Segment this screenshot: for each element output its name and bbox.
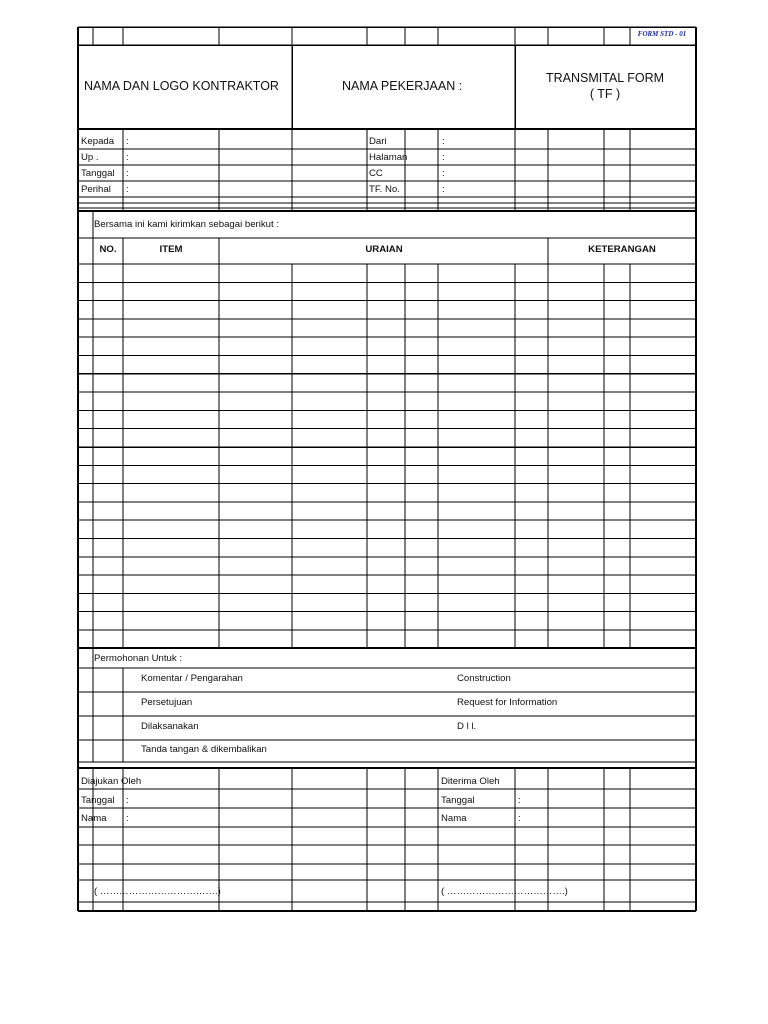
- form-code-label: FORM STD - 01: [637, 30, 687, 38]
- label-tanggal-left: Tanggal: [81, 795, 115, 806]
- colon-halaman: :: [442, 152, 445, 163]
- contractor-name-logo: NAMA DAN LOGO KONTRAKTOR: [84, 79, 279, 93]
- label-tf-no: TF. No.: [369, 184, 400, 195]
- project-name-label: NAMA PEKERJAAN :: [342, 79, 463, 93]
- header-no: NO.: [99, 244, 117, 255]
- request-construction: Construction: [457, 673, 511, 684]
- label-diterima-oleh: Diterima Oleh: [441, 776, 500, 787]
- label-up: Up .: [81, 152, 99, 163]
- request-title: Permohonan Untuk :: [94, 653, 182, 664]
- request-dll: D l l.: [457, 721, 477, 732]
- label-tanggal-right: Tanggal: [441, 795, 475, 806]
- colon-tanggal-left: :: [126, 795, 129, 806]
- header-item: ITEM: [159, 244, 183, 255]
- colon-dari: :: [442, 136, 445, 147]
- signature-right: ( ……………………………….): [441, 886, 568, 897]
- request-rfi: Request for Information: [457, 697, 558, 708]
- request-komentar: Komentar / Pengarahan: [141, 673, 243, 684]
- request-persetujuan: Persetujuan: [141, 697, 193, 708]
- colon-tf-no: :: [442, 184, 445, 195]
- colon-tanggal: :: [126, 168, 129, 179]
- header-uraian: URAIAN: [365, 244, 403, 255]
- label-nama-right: Nama: [441, 813, 467, 824]
- label-perihal: Perihal: [81, 184, 111, 195]
- form-title-line-2: ( TF ): [589, 87, 621, 101]
- label-cc: CC: [369, 168, 383, 179]
- label-nama-left: Nama: [81, 813, 107, 824]
- label-diajukan-oleh: Diajukan Oleh: [81, 776, 142, 787]
- request-dilaksanakan: Dilaksanakan: [141, 721, 199, 732]
- colon-cc: :: [442, 168, 445, 179]
- colon-nama-left: :: [126, 813, 129, 824]
- colon-up: :: [126, 152, 129, 163]
- intro-text: Bersama ini kami kirimkan sebagai berikut :: [94, 219, 280, 230]
- label-tanggal: Tanggal: [81, 168, 115, 179]
- colon-nama-right: :: [518, 813, 521, 824]
- label-dari: Dari: [369, 136, 387, 147]
- colon-perihal: :: [126, 184, 129, 195]
- colon-kepada: :: [126, 136, 129, 147]
- colon-tanggal-right: :: [518, 795, 521, 806]
- signature-left: ( ……………………………….): [94, 886, 221, 897]
- label-kepada: Kepada: [81, 136, 115, 147]
- form-title-line-1: TRANSMITAL FORM: [545, 71, 665, 85]
- label-halaman: Halaman: [369, 152, 408, 163]
- header-keterangan: KETERANGAN: [588, 244, 656, 255]
- request-tanda-tangan: Tanda tangan & dikembalikan: [141, 744, 267, 755]
